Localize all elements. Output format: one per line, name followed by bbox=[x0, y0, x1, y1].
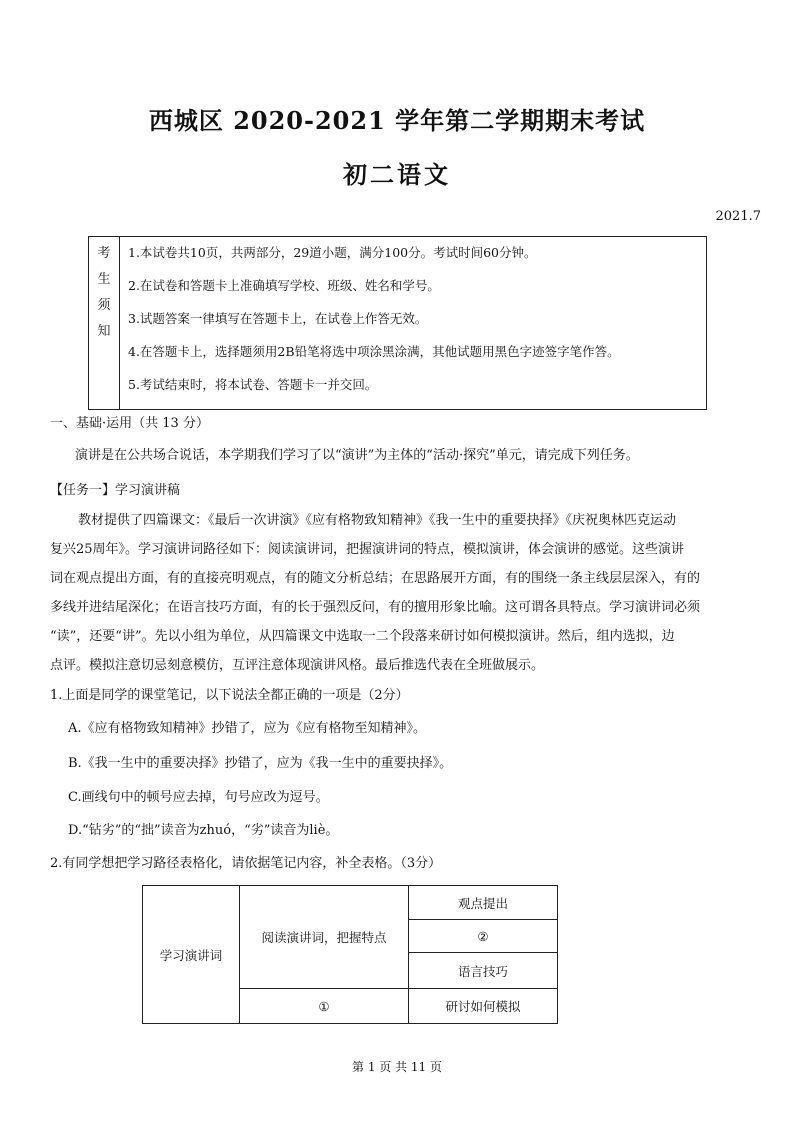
notice-item: 3.试题答案一律填写在答题卡上，在试卷上作答无效。 bbox=[128, 311, 428, 326]
notice-item: 4.在答题卡上，选择题须用2B铅笔将选中项涂黑涂满，其他试题用黑色字迹签字笔作答。 bbox=[128, 344, 620, 359]
exam-notice-box bbox=[88, 236, 707, 410]
notice-list bbox=[120, 237, 706, 409]
notice-item: 1.本试卷共10页，共两部分，29道小题，满分100分。考试时间60分钟。 bbox=[128, 245, 537, 260]
exam-subject: 初二语文 bbox=[343, 160, 451, 189]
question-1-option-d: D.“钻劣”的“拙”读音为zhuó，“劣”读音为liè。 bbox=[68, 823, 339, 838]
passage-line: 词在观点提出方面，有的直接亮明观点，有的随文分析总结；在思路展开方面，有的围绕一条主线层层深入，有的 bbox=[50, 571, 701, 586]
question-2-stem: 2.有同学想把学习路径表格化，请依据笔记内容，补全表格。（3分） bbox=[50, 856, 442, 871]
exam-date: 2021.7 bbox=[715, 209, 761, 224]
section-intro: 演讲是在公共场合说话，本学期我们学习了以“演讲”为主体的“活动·探究”单元，请完成下列任务。 bbox=[75, 448, 639, 463]
notice-label-char: 生 bbox=[97, 272, 111, 287]
notice-item: 5.考试结束时，将本试卷、答题卡一并交回。 bbox=[128, 377, 378, 392]
question-1-stem: 1.上面是同学的课堂笔记，以下说法全都正确的一项是（2分） bbox=[50, 688, 409, 703]
notice-label-char: 知 bbox=[97, 324, 111, 339]
table-cell-language: 语言技巧 bbox=[409, 953, 558, 989]
question-1-option-b: B.《我一生中的重要决择》抄错了，应为《我一生中的重要抉择》。 bbox=[68, 756, 453, 771]
section-heading: 一、基础·运用（共 13 分） bbox=[50, 416, 209, 431]
page-footer: 第 1 页 共 11 页 bbox=[352, 1060, 442, 1074]
table-blank-2: ② bbox=[409, 920, 558, 953]
passage-line: 教材提供了四篇课文：《最后一次讲演》《应有格物致知精神》《我一生中的重要抉择》《庆祝奥林匹克运动 bbox=[78, 513, 677, 528]
passage-line: 复兴25周年》。学习演讲词路径如下：阅读演讲词，把握演讲词的特点，模拟演讲，体会演讲的感觉。这些演讲 bbox=[50, 542, 685, 557]
question-1-option-c: C.画线句中的顿号应去掉，句号应改为逗号。 bbox=[68, 790, 329, 805]
table-row-header: 学习演讲词 bbox=[143, 886, 240, 1024]
task1-heading: 【任务一】学习演讲稿 bbox=[50, 483, 181, 498]
table-cell-discuss: 研讨如何模拟 bbox=[409, 989, 558, 1024]
question-1-option-a: A.《应有格物致知精神》抄错了，应为《应有格物至知精神》。 bbox=[68, 721, 427, 736]
passage-line: “读”，还要“讲”。先以小组为单位，从四篇课文中选取一二个段落来研讨如何模拟演讲。然后，组内选拟，边 bbox=[50, 629, 675, 644]
notice-label-char: 须 bbox=[97, 298, 111, 313]
notice-label bbox=[89, 237, 120, 409]
exam-title: 西城区 2020-2021 学年第二学期期末考试 bbox=[148, 106, 646, 135]
passage-line: 点评。模拟注意切忌刻意模仿，互评注意体现演讲风格。最后推选代表在全班做展示。 bbox=[50, 658, 545, 673]
notice-label-char: 考 bbox=[97, 246, 111, 261]
table-cell-viewpoint: 观点提出 bbox=[409, 886, 558, 920]
task1-passage bbox=[50, 506, 760, 680]
table-blank-1: ① bbox=[240, 989, 409, 1024]
notice-item: 2.在试卷和答题卡上准确填写学校、班级、姓名和学号。 bbox=[128, 278, 440, 293]
learning-path-table bbox=[142, 885, 558, 1024]
table-cell-reading: 阅读演讲词，把握特点 bbox=[240, 886, 409, 989]
passage-line: 多线并进结尾深化；在语言技巧方面，有的长于强烈反问，有的擅用形象比喻。这可谓各具特点。学习演讲词必须 bbox=[50, 600, 701, 615]
